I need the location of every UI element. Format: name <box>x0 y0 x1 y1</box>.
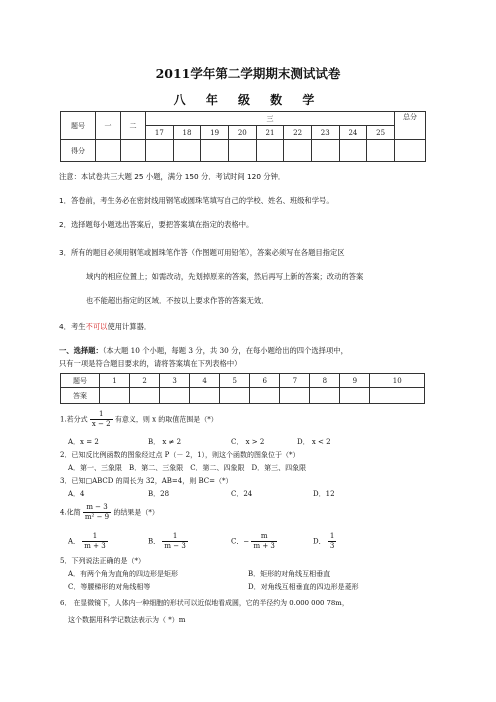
fraction-numerator: m <box>251 532 276 542</box>
score-table-sub-number: 22 <box>284 126 312 140</box>
option-fraction <box>251 532 276 551</box>
answer-table-number: 3 <box>160 374 190 388</box>
score-table-sub-number: 24 <box>339 126 367 140</box>
score-table-col-total: 总分 <box>395 112 426 140</box>
score-cell[interactable] <box>121 140 146 162</box>
question-2-options: A．第一、三象限 B．第二、三象限 C．第二、四象限 D．第三、四象限 <box>68 464 307 472</box>
answer-table-number: 1 <box>100 374 130 388</box>
score-table-sub-number: 25 <box>367 126 395 140</box>
answer-table-number: 10 <box>370 374 425 388</box>
question-1-prefix: 1.若分式 <box>60 415 88 424</box>
question-1-option-a: A．x = 2 <box>68 438 99 446</box>
answer-cell[interactable] <box>190 388 220 404</box>
score-table-sub-number: 23 <box>311 126 339 140</box>
answer-table-number: 6 <box>250 374 280 388</box>
answer-cell[interactable] <box>160 388 190 404</box>
question-3-option-c: C．24 <box>231 490 253 498</box>
section-1-heading: 一、选择题： <box>59 346 103 355</box>
score-table-col-two: 二 <box>121 112 146 140</box>
fraction-denominator: 3 <box>329 542 335 550</box>
fraction-numerator: 1 <box>82 532 107 542</box>
score-table-score-label: 得分 <box>61 140 96 162</box>
notice-item-4 <box>59 322 151 332</box>
notice-item-4-emphasis: 不可以 <box>85 322 108 331</box>
answer-table-number: 2 <box>130 374 160 388</box>
option-sign: − <box>243 537 250 546</box>
answer-cell[interactable] <box>340 388 370 404</box>
section-1-description-cont: 只有一项是符合题目要求的，请将答案填在下列表格中） <box>59 359 242 368</box>
score-table-row-label: 题号 <box>61 112 96 140</box>
question-1 <box>60 410 218 429</box>
answer-cell[interactable] <box>130 388 160 404</box>
score-cell[interactable] <box>256 140 284 162</box>
question-4-option-a <box>68 532 108 551</box>
score-cell[interactable] <box>201 140 229 162</box>
fraction-denominator: m + 3 <box>84 542 106 550</box>
score-cell[interactable] <box>339 140 367 162</box>
answer-cell[interactable] <box>220 388 250 404</box>
question-3-option-a: A．4 <box>68 490 85 498</box>
notice-item-2: 2．选择题每小题选出答案后，要把答案填在指定的表格中。 <box>59 220 254 229</box>
question-5-option-c: C．等腰梯形的对角线相等 <box>68 583 151 591</box>
question-5-option-d: D．对角线互相垂直的四边形是菱形 <box>248 583 359 591</box>
score-table-sub-number: 21 <box>256 126 284 140</box>
score-table-sub-number: 19 <box>201 126 229 140</box>
score-table <box>60 111 426 162</box>
notice-item-3: 3．所有的题目必须用钢笔或圆珠笔作答（作图题可用铅笔），答案必须写在各题目指定区 <box>59 248 345 257</box>
question-1-option-b: B． x ≠ 2 <box>148 438 182 446</box>
question-3-option-b: B．28 <box>148 490 170 498</box>
option-fraction <box>162 532 187 551</box>
section-1-header <box>59 346 348 356</box>
score-cell[interactable] <box>395 140 426 162</box>
score-cell[interactable] <box>96 140 121 162</box>
answer-table-number: 8 <box>310 374 340 388</box>
question-1-option-d: D． x < 2 <box>297 438 331 446</box>
question-6: 6． 在显微镜下，人体内一种细胞的形状可以近似地看成圆，它的半径约为 0.000 000 78m， <box>60 599 349 607</box>
notice-item-3-cont: 域内的相应位置上；如需改动，先划掉原来的答案，然后再写上新的答案；改动的答案 <box>86 272 364 281</box>
score-cell[interactable] <box>173 140 201 162</box>
answer-table-number: 5 <box>220 374 250 388</box>
section-1-description: （本大题 10 个小题，每题 3 分，共 30 分，在每小题给出的四个选择项中， <box>102 346 348 355</box>
fraction-denominator: m + 3 <box>253 542 275 550</box>
answer-table <box>60 373 425 404</box>
option-label: C． <box>231 537 244 546</box>
option-fraction <box>328 532 336 551</box>
score-table-sub-number: 20 <box>228 126 256 140</box>
score-cell[interactable] <box>367 140 395 162</box>
option-label: D． <box>313 537 326 546</box>
option-fraction <box>82 532 107 551</box>
question-1-option-c: C． x > 2 <box>231 438 265 446</box>
answer-cell[interactable] <box>370 388 425 404</box>
question-2: 2．已知反比例函数的图象经过点 P（－ 2，1），则这个函数的图象位于（*） <box>60 451 300 459</box>
score-cell[interactable] <box>146 140 174 162</box>
notice-item-1: 1．答卷前，考生务必在密封线用钢笔或圆珠笔填写自己的学校、姓名、班级和学号。 <box>59 196 334 205</box>
question-5-option-b: B．矩形的对角线互相垂直 <box>248 570 331 578</box>
question-4-prefix: 4.化简 <box>60 508 81 517</box>
answer-table-number: 7 <box>280 374 310 388</box>
question-4-option-b <box>148 532 188 551</box>
score-cell[interactable] <box>311 140 339 162</box>
answer-table-number: 4 <box>190 374 220 388</box>
question-4-option-d <box>313 532 336 551</box>
question-1-fraction <box>90 410 113 429</box>
question-1-suffix: 有意义，则 x 的取值范围是（*） <box>114 415 218 424</box>
question-5: 5．下列说法正确的是（*） <box>60 557 145 565</box>
notice-item-3-cont: 也不能超出指定的区域．不按以上要求作答的答案无效． <box>86 296 269 305</box>
fraction-numerator: 1 <box>162 532 187 542</box>
page-subtitle: 八 年 级 数 学 <box>173 93 323 107</box>
answer-cell[interactable] <box>310 388 340 404</box>
question-4 <box>60 503 159 522</box>
answer-cell[interactable] <box>280 388 310 404</box>
option-label: A． <box>68 537 81 546</box>
notice-item-4-prefix: 4．考生 <box>59 322 86 331</box>
question-6-cont: 这个数据用科学记数法表示为（ *）m <box>68 616 186 624</box>
fraction-denominator: m² − 9 <box>84 513 110 521</box>
page-title: 2011学年第二学期期末测试试卷 <box>155 66 341 81</box>
notice-item-4-suffix: 使用计算器． <box>107 322 152 331</box>
fraction-numerator: m − 3 <box>83 503 111 513</box>
score-table-sub-number: 18 <box>173 126 201 140</box>
answer-table-row-label: 题号 <box>61 374 100 388</box>
question-3-option-d: D．12 <box>313 490 335 498</box>
fraction-denominator: x − 2 <box>91 420 111 428</box>
fraction-numerator: 1 <box>329 532 335 540</box>
fraction-denominator: m − 3 <box>164 542 186 550</box>
fraction-numerator: 1 <box>90 410 113 420</box>
score-table-col-one: 一 <box>96 112 121 140</box>
question-4-suffix: 的结果是（*） <box>113 508 159 517</box>
score-cell[interactable] <box>228 140 256 162</box>
score-table-col-three: 三 <box>146 112 395 126</box>
answer-table-number: 9 <box>340 374 370 388</box>
notice-intro: 注意：本试卷共三大题 25 小题，满分 150 分．考试时间 120 分钟． <box>59 172 286 181</box>
option-label: B． <box>148 537 161 546</box>
question-3: 3．已知□ABCD 的周长为 32，AB=4，则 BC=（*） <box>60 477 233 485</box>
score-cell[interactable] <box>284 140 312 162</box>
answer-cell[interactable] <box>100 388 130 404</box>
question-4-option-c <box>231 532 277 551</box>
answer-table-answer-label: 答案 <box>61 388 100 404</box>
question-5-option-a: A．有两个角为直角的四边形是矩形 <box>68 570 179 578</box>
question-4-fraction <box>83 503 111 522</box>
score-table-sub-number: 17 <box>146 126 174 140</box>
answer-cell[interactable] <box>250 388 280 404</box>
